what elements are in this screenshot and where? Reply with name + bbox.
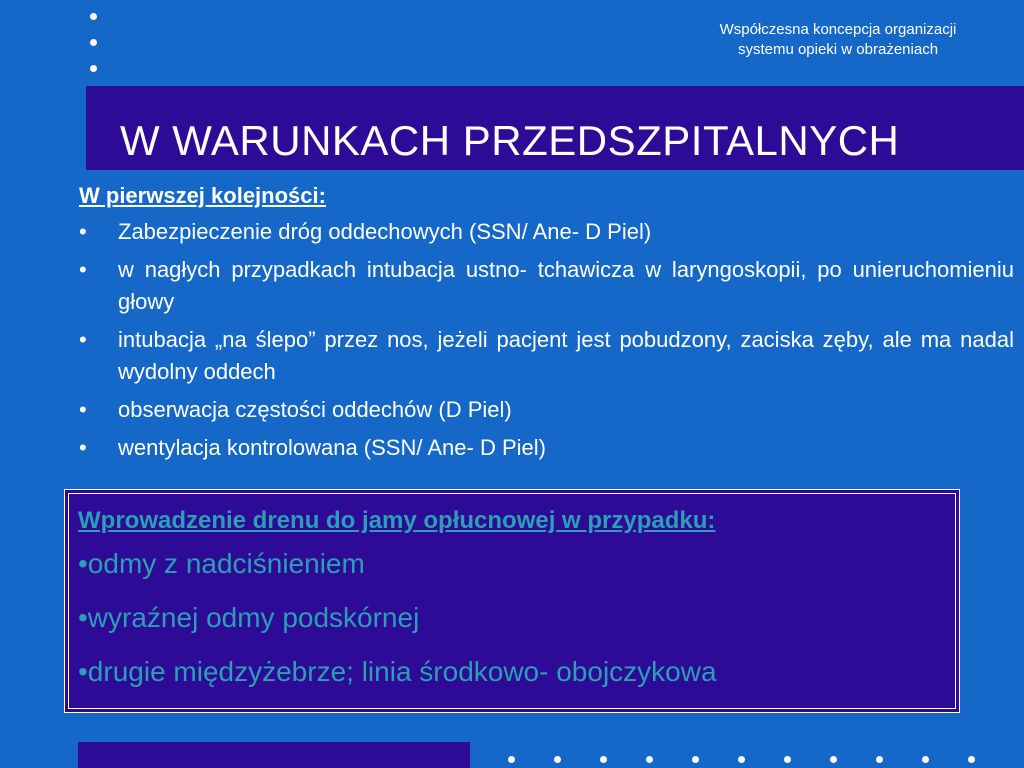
list-item-text: Zabezpieczenie dróg oddechowych (SSN/ Ane- D Piel): [118, 219, 652, 244]
slide-title: W WARUNKACH PRZEDSZPITALNYCH: [120, 117, 900, 164]
decor-dot-bottom-8: [830, 756, 837, 763]
list-item: [79, 254, 1014, 318]
bullet-mark: •: [79, 219, 87, 244]
list-item: [79, 324, 1014, 388]
list-item: [79, 216, 1014, 248]
decor-dot-bottom-11: [968, 756, 975, 763]
bottom-band: [78, 742, 470, 768]
drainage-heading: Wprowadzenie drenu do jamy opłucnowej w przypadku:: [78, 507, 716, 534]
subtitle-line-1: Współczesna koncepcja organizacji: [719, 21, 957, 38]
decor-dot-top-1: [90, 13, 97, 20]
decor-dot-bottom-5: [692, 756, 699, 763]
bullet-mark: •: [79, 397, 87, 422]
decor-dot-bottom-3: [600, 756, 607, 763]
first-priority-section: [79, 180, 1014, 470]
decor-dot-top-2: [90, 39, 97, 46]
decor-dot-bottom-10: [922, 756, 929, 763]
list-item-text: intubacja „na ślepo” przez nos, jeżeli pacjent jest pobudzony, zaciska zęby, ale ma nadal wydolny oddech: [118, 327, 1014, 384]
drainage-item: •wyraźnej odmy podskórnej: [78, 602, 420, 633]
decor-dot-bottom-9: [876, 756, 883, 763]
decor-dot-bottom-7: [784, 756, 791, 763]
bullet-mark: •: [79, 435, 87, 460]
drainage-box-content: [78, 504, 947, 708]
first-priority-list: [79, 216, 1014, 464]
first-priority-heading: W pierwszej kolejności:: [79, 183, 326, 208]
bullet-mark: •: [79, 327, 87, 352]
list-item-text: w nagłych przypadkach intubacja ustno- tchawicza w laryngoskopii, po unieruchomieniu głowy: [118, 257, 1014, 314]
bullet-mark: •: [79, 257, 87, 282]
drainage-item: •odmy z nadciśnieniem: [78, 548, 365, 579]
presentation-subtitle: [688, 20, 988, 60]
drainage-box: [68, 493, 956, 709]
list-item: [79, 394, 1014, 426]
list-item-text: obserwacja częstości oddechów (D Piel): [118, 397, 512, 422]
decor-dot-bottom-4: [646, 756, 653, 763]
decor-dot-bottom-6: [738, 756, 745, 763]
list-item: [79, 432, 1014, 464]
decor-dot-bottom-2: [554, 756, 561, 763]
subtitle-line-2: systemu opieki w obrażeniach: [737, 41, 939, 58]
drainage-item: •drugie międzyżebrze; linia środkowo- obojczykowa: [78, 656, 717, 687]
list-item-text: wentylacja kontrolowana (SSN/ Ane- D Piel): [118, 435, 546, 460]
decor-dot-bottom-1: [508, 756, 515, 763]
decor-dot-top-3: [90, 65, 97, 72]
